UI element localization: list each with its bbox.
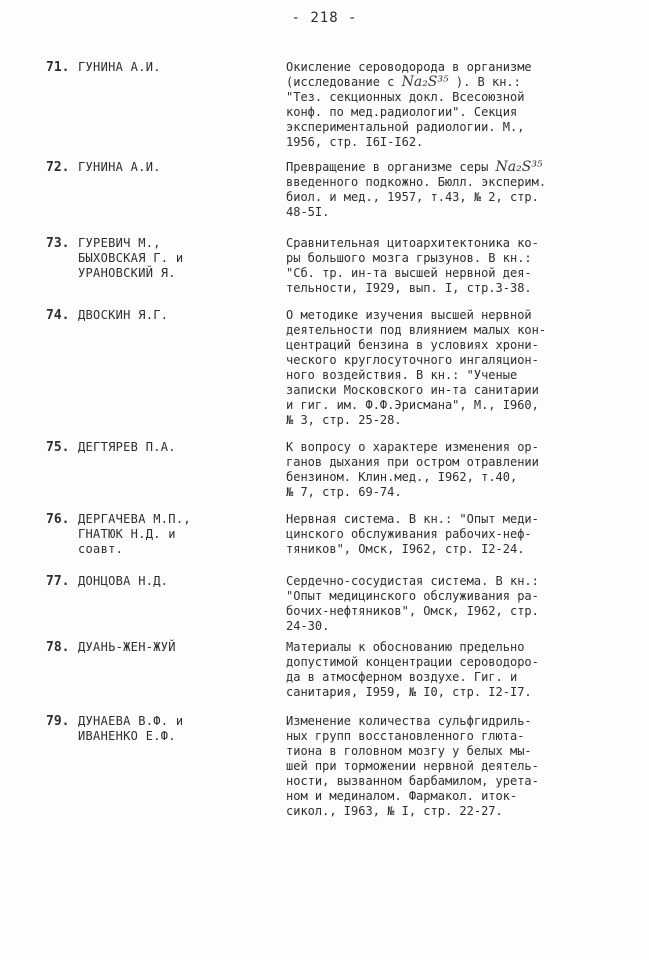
entry-description: [286, 236, 604, 296]
entry-description: [286, 714, 604, 819]
description-line: введенного подкожно. Бюлл. эксперим.: [286, 175, 547, 189]
description-line: Окисление сероводорода в организме: [286, 60, 532, 74]
author-line: ГУРЕВИЧ М.,: [78, 236, 161, 250]
description-line: допустимой концентрации сероводоро-: [286, 655, 539, 669]
description-line: центраций бензина в условиях хрони-: [286, 338, 539, 352]
entry-description: [286, 160, 604, 220]
entry-number: 77.: [46, 574, 70, 589]
description-line: ности, вызванном барбамилом, урета-: [286, 774, 539, 788]
description-line: Материалы к обоснованию предельно: [286, 640, 525, 654]
description-line: ном и мединалом. Фармакол. иток-: [286, 789, 518, 803]
entry-description: [286, 308, 604, 428]
entry-number: 71.: [46, 60, 70, 75]
author-line: ИВАНЕНКО Е.Ф.: [78, 729, 176, 743]
description-line: тяников", Омск, I962, стр. I2-24.: [286, 542, 525, 556]
author-line: ДУАНЬ-ЖЕН-ЖУЙ: [78, 640, 176, 654]
entry-authors: [78, 160, 268, 175]
description-line: биол. и мед., 1957, т.43, № 2, стр.: [286, 190, 539, 204]
author-line: ДЕГТЯРЕВ П.А.: [78, 440, 176, 454]
description-line: санитария, I959, № I0, стр. I2-I7.: [286, 685, 532, 699]
author-line: ГУНИНА А.И.: [78, 60, 161, 74]
description-line: да в атмосферном воздухе. Гиг. и: [286, 670, 518, 684]
entry-authors: [78, 640, 268, 655]
author-line: ГНАТЮК Н.Д. и: [78, 527, 176, 541]
description-line: ных групп восстановленного глюта-: [286, 729, 525, 743]
author-line: ДУНАЕВА В.Ф. и: [78, 714, 184, 728]
author-line: ДЕРГАЧЕВА М.П.,: [78, 512, 191, 526]
description-line: ческого круглосуточного ингаляцион-: [286, 353, 539, 367]
description-line: экспериментальной радиологии. М.,: [286, 120, 525, 134]
entry-number: 78.: [46, 640, 70, 655]
handwritten-formula: Na₂S³⁵: [401, 75, 449, 90]
description-line: О методике изучения высшей нервной: [286, 308, 532, 322]
description-line: Превращение в организме серы Na₂S³⁵: [286, 160, 543, 175]
entry-description: [286, 640, 604, 700]
description-line: бензином. Клин.мед., I962, т.40,: [286, 470, 518, 484]
description-line: 24-30.: [286, 619, 330, 633]
description-line: ры большого мозга грызунов. В кн.:: [286, 251, 532, 265]
description-line: деятельности под влиянием малых кон-: [286, 323, 547, 337]
description-line: ганов дыхания при остром отравлении: [286, 455, 539, 469]
author-line: БЫХОВСКАЯ Г. и: [78, 251, 184, 265]
description-line: шей при торможении нервной деятель-: [286, 759, 539, 773]
entry-number: 74.: [46, 308, 70, 323]
description-line: сикол., I963, № I, стр. 22-27.: [286, 804, 503, 818]
entry-authors: [78, 714, 268, 744]
description-line: Нервная система. В кн.: "Опыт меди-: [286, 512, 539, 526]
author-line: ГУНИНА А.И.: [78, 160, 161, 174]
entry-description: [286, 574, 604, 634]
description-line: "Тез. секционных докл. Всесоюзной: [286, 90, 525, 104]
entry-number: 72.: [46, 160, 70, 175]
entry-description: [286, 440, 604, 500]
entry-number: 76.: [46, 512, 70, 527]
description-line: № 3, стр. 25-28.: [286, 413, 402, 427]
entry-number: 79.: [46, 714, 70, 729]
entry-authors: [78, 440, 268, 455]
description-line: цинского обслуживания рабочих-неф-: [286, 527, 532, 541]
description-line: и гиг. им. Ф.Ф.Эрисмана", М., I960,: [286, 398, 539, 412]
entry-description: [286, 512, 604, 557]
description-line: ного воздействия. В кн.: "Ученые: [286, 368, 518, 382]
page-number: - 218 -: [291, 10, 358, 26]
description-line: записки Московского ин-та санитарии: [286, 383, 539, 397]
entry-authors: [78, 60, 268, 75]
description-line: Сердечно-сосудистая система. В кн.:: [286, 574, 539, 588]
author-line: ДВОСКИН Я.Г.: [78, 308, 169, 322]
handwritten-formula: Na₂S³⁵: [495, 160, 543, 175]
entry-authors: [78, 574, 268, 589]
entry-description: [286, 60, 604, 150]
author-line: ДОНЦОВА Н.Д.: [78, 574, 169, 588]
description-line: (исследование с Na₂S³⁵ ). В кн.:: [286, 75, 521, 90]
entry-number: 73.: [46, 236, 70, 251]
description-line: Изменение количества сульфгидриль-: [286, 714, 532, 728]
description-line: тиона в головном мозгу у белых мы-: [286, 744, 532, 758]
entry-authors: [78, 512, 268, 557]
description-line: 48-5I.: [286, 205, 330, 219]
description-line: К вопросу о характере изменения ор-: [286, 440, 539, 454]
description-line: № 7, стр. 69-74.: [286, 485, 402, 499]
entry-authors: [78, 308, 268, 323]
description-line: "Сб. тр. ин-та высшей нервной дея-: [286, 266, 532, 280]
description-line: "Опыт медицинского обслуживания ра-: [286, 589, 539, 603]
entry-number: 75.: [46, 440, 70, 455]
description-line: тельности, I929, вып. I, стр.3-38.: [286, 281, 532, 295]
description-line: 1956, стр. I6I-I62.: [286, 135, 424, 149]
description-line: бочих-нефтяников", Омск, I962, стр.: [286, 604, 539, 618]
description-line: Сравнительная цитоархитектоника ко-: [286, 236, 539, 250]
entry-authors: [78, 236, 268, 281]
author-line: УРАНОВСКИЙ Я.: [78, 266, 176, 280]
author-line: соавт.: [78, 542, 124, 556]
description-line: конф. по мед.радиологии". Секция: [286, 105, 518, 119]
